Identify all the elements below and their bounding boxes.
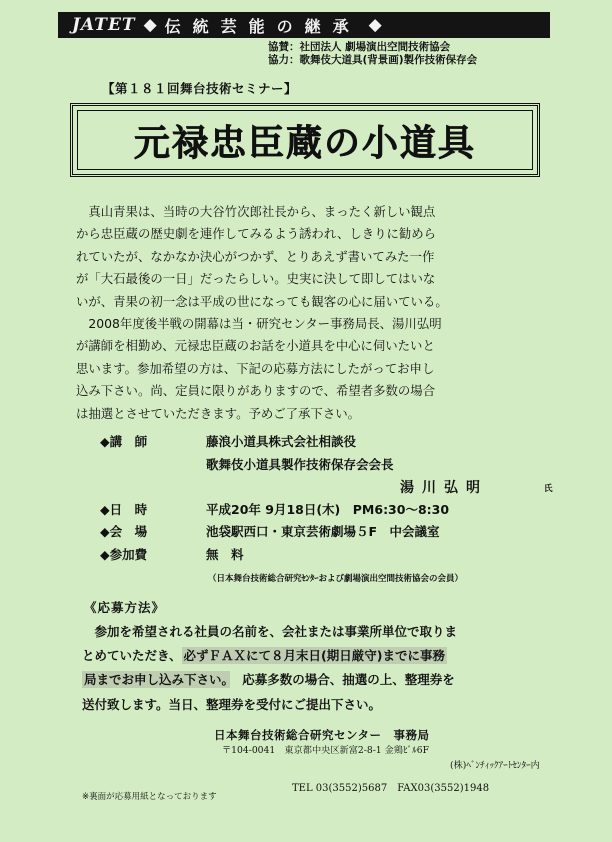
contact-org: 日本舞台技術総合研究センター 事務局: [214, 728, 430, 742]
apply-line-text: とめていただき、: [82, 648, 182, 664]
apply-line-text: 応募多数の場合、抽選の上、整理券を: [229, 672, 455, 688]
body-line: 思います。参加希望の方は、下記の応募方法にしたがってお申し: [76, 360, 435, 376]
fee-value: 無 料: [206, 546, 244, 562]
brand-logo: JATET: [72, 15, 136, 35]
lecturer-title-2: 歌舞伎小道具製作技術保存会会長: [206, 456, 394, 472]
contact-address: 〒104-0041 東京都中央区新富2-8-1 金鶏ﾋﾞﾙ6F: [222, 745, 429, 756]
body-line: いが、青果の初一念は平成の世になっても観客の心に届いている。: [76, 293, 448, 309]
title-box: [70, 103, 540, 177]
sponsors-block: [268, 41, 477, 67]
apply-heading: 《応募方法》: [84, 600, 166, 615]
seminar-label: 【第１８１回舞台技術セミナー】: [102, 81, 298, 96]
lecturer-name: 湯川弘明: [400, 480, 488, 496]
diamond-icon: ◆: [143, 15, 157, 35]
lecturer-honorific: 氏: [544, 484, 553, 494]
lecturer-title-1: 藤浪小道具株式会社相談役: [206, 434, 357, 449]
apply-line: [82, 668, 457, 692]
body-line: 真山青果は、当時の大谷竹次郎社長から、まったく新しい観点: [76, 204, 436, 219]
contact-tel-fax: TEL 03(3552)5687 FAX03(3552)1948: [292, 783, 490, 794]
cooperation-line: 協力：歌舞伎大道具(背景画)製作技術保存会: [268, 54, 478, 66]
banner-title: 伝統芸能の継承: [164, 16, 361, 36]
diamond-icon: ◆: [368, 15, 382, 35]
apply-line: 参加を希望される社員の名前を、会社または事業所単位で取りま: [82, 624, 458, 639]
contact-block: [214, 727, 540, 794]
footnote: ※裏面が応募用紙となっております: [82, 792, 217, 802]
body-line: が講師を相勤め、元禄忠臣蔵のお話を小道具を中心に伺いたいと: [76, 338, 435, 354]
apply-text: [82, 620, 457, 717]
body-line: が「大石最後の一日」だったらしい。史実に決して即してはいな: [76, 271, 436, 287]
body-line: は抽選とさせていただきます。予めご了承下さい。: [76, 405, 360, 421]
body-line: 込み下さい。尚、定員に限りがありますので、希望者多数の場合: [76, 383, 436, 399]
apply-line: 送付致します。当日、整理券を受付にご提出下さい。: [82, 696, 382, 712]
sponsor-line: 協賛：社団法人 劇場演出空間技術協会: [268, 41, 451, 53]
fee-label: ◆参加費: [100, 546, 148, 562]
datetime-label: ◆日 時: [100, 501, 148, 517]
membership-note: （日本舞台技術総合研究ｾﾝﾀｰおよび劇場演出空間技術協会の会員）: [208, 574, 464, 584]
venue-label: ◆会 場: [100, 524, 148, 539]
contact-agency: (株)ﾍﾞﾝﾁｨｯｸｱｰﾄｾﾝﾀｰ内: [450, 760, 540, 771]
header-banner: [58, 12, 550, 38]
lecturer-label: ◆講 師: [100, 434, 148, 449]
apply-highlight: 必ずＦＡＸにて８月末日(期日厳守)までに事務: [183, 648, 445, 664]
venue-value: 池袋駅西口・東京芸術劇場５F 中会議室: [206, 524, 440, 539]
datetime-value: 平成20年 9月18日(木) PM6:30～8:30: [206, 501, 450, 517]
apply-highlight: 局までお申し込み下さい。: [84, 672, 228, 688]
body-line: 2008年度後半戦の開幕は当・研究センター事務局長、湯川弘明: [76, 316, 442, 332]
body-line: れていたが、なかなか決心がつかず、とりあえず書いてみた一作: [76, 248, 435, 264]
page-title: 元禄忠臣蔵の小道具: [133, 121, 476, 164]
body-line: から忠臣蔵の歴史劇を連作してみるよう誘われ、しきりに勧めら: [76, 226, 437, 242]
body-text: [76, 201, 536, 425]
apply-line: [82, 644, 457, 668]
